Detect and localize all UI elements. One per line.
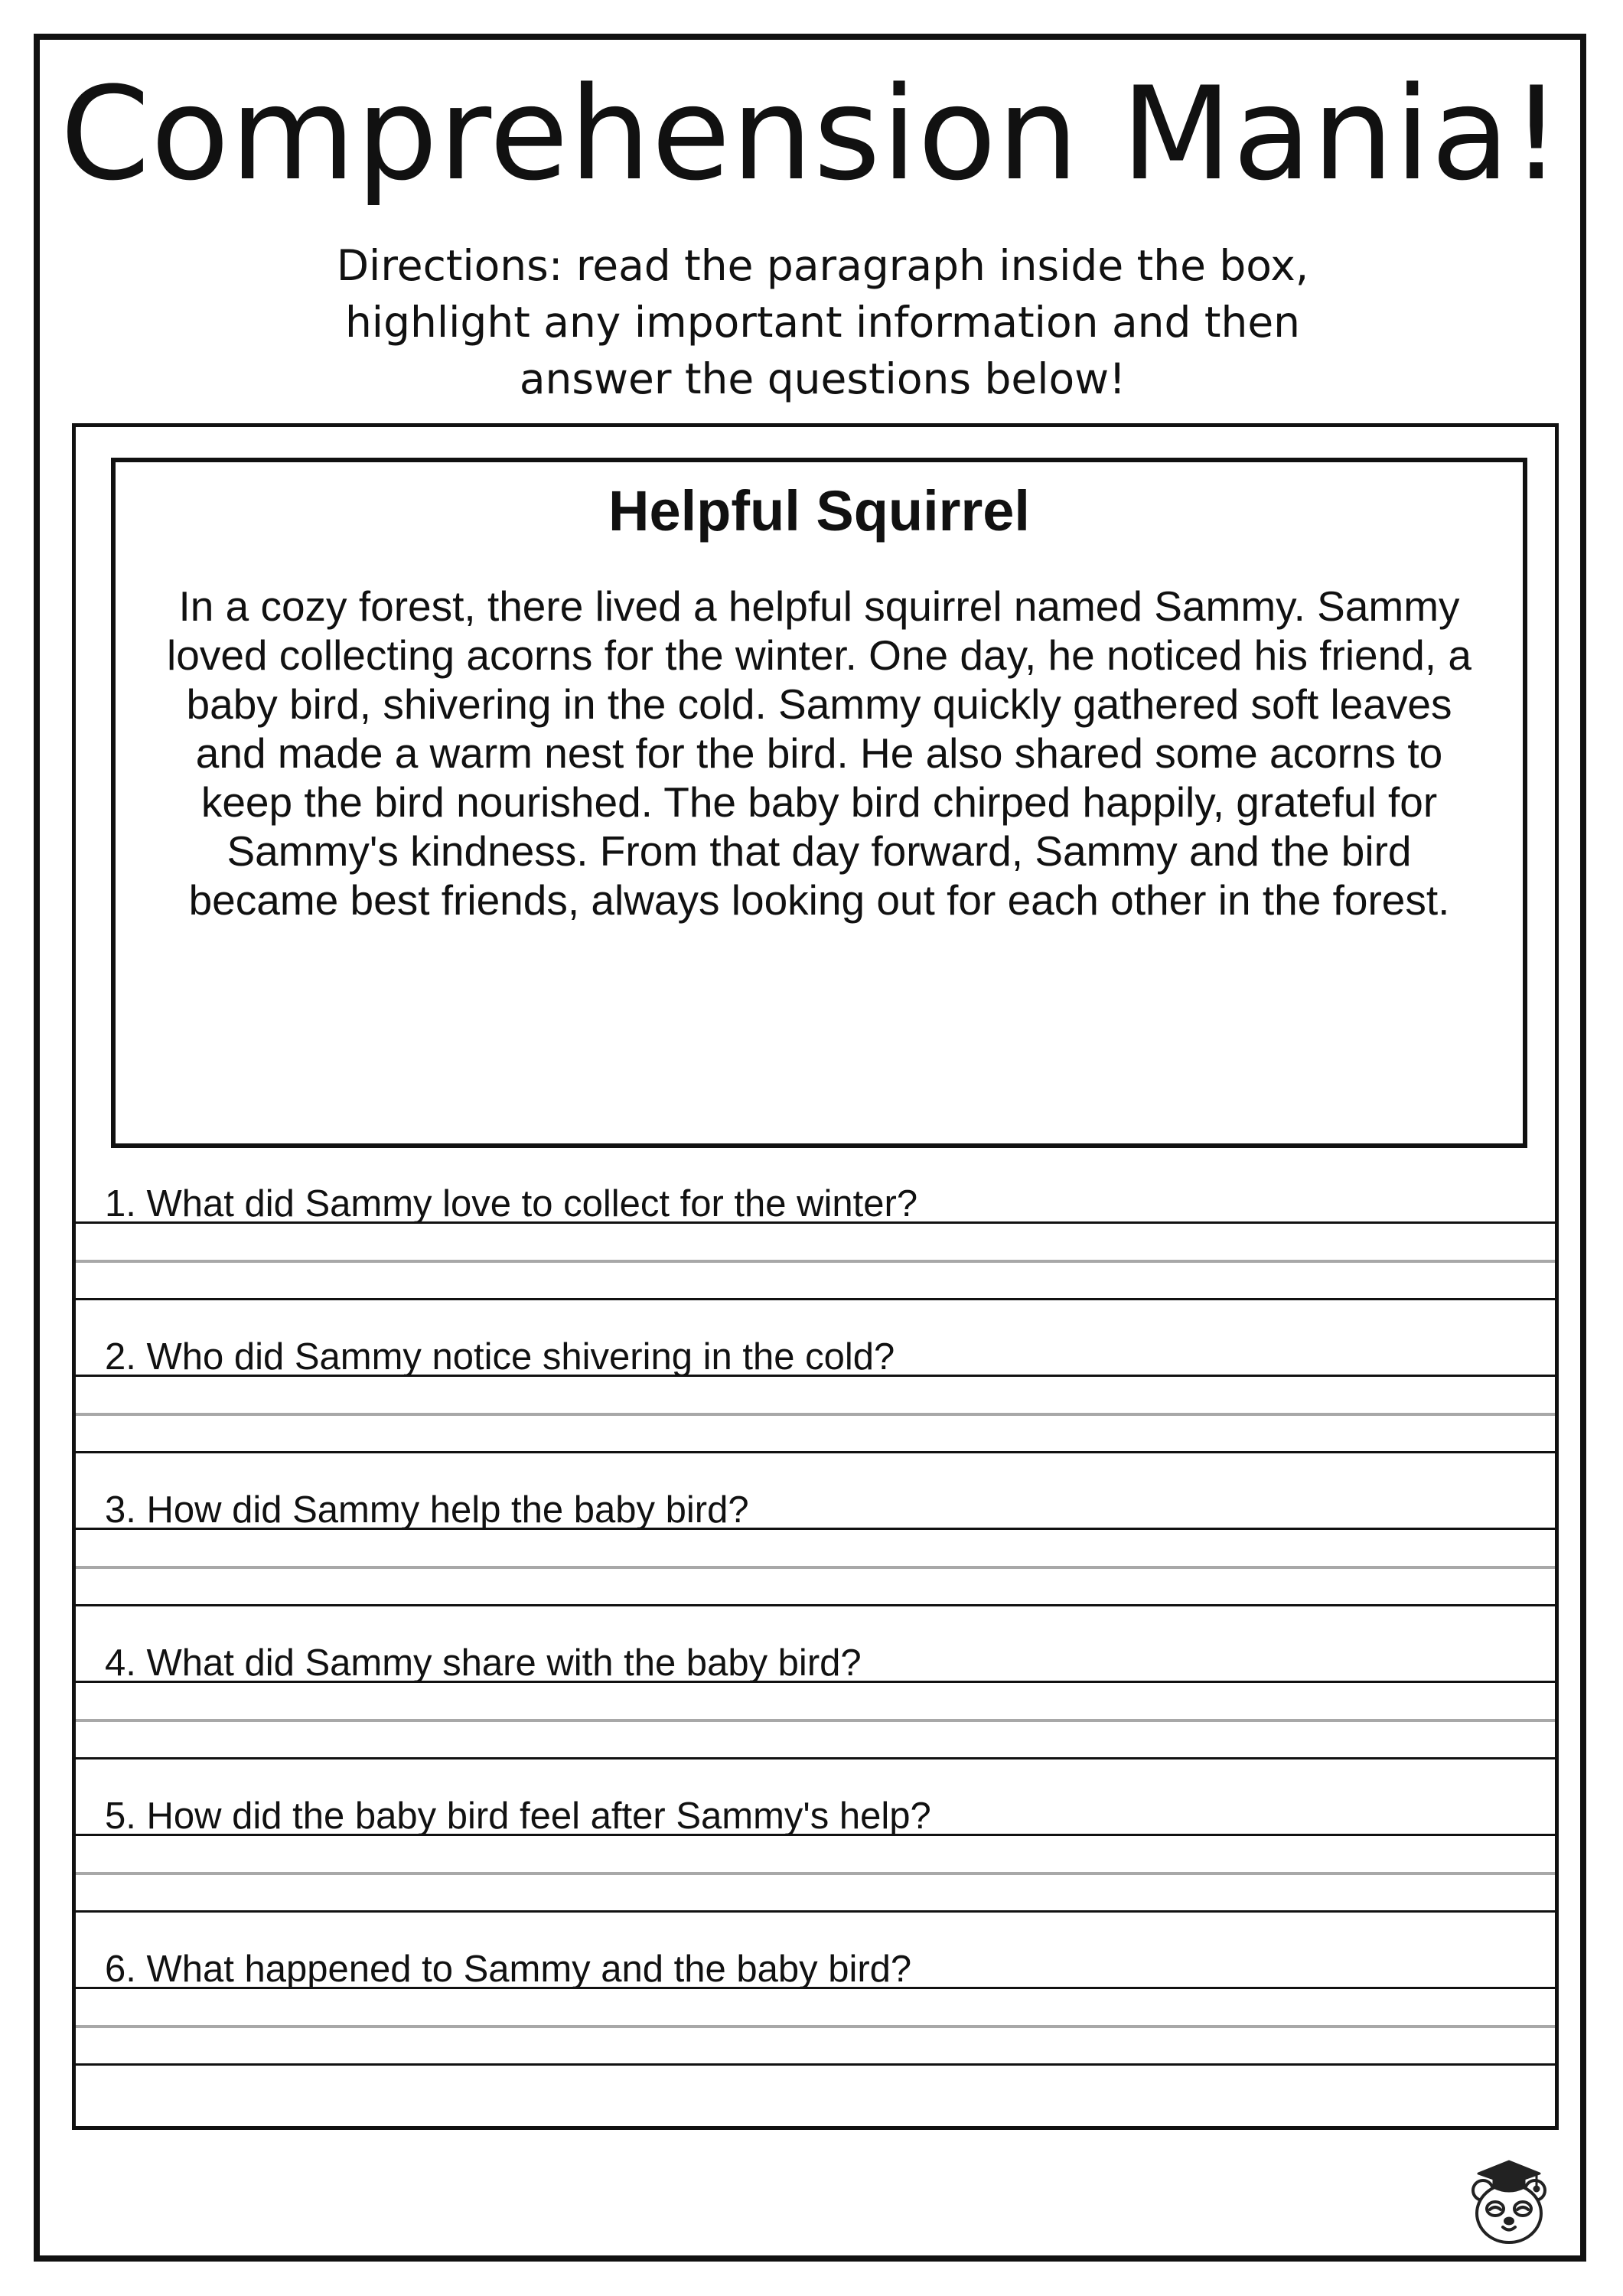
question-2: 2. Who did Sammy notice shivering in the cold? xyxy=(105,1336,895,1378)
answer-guide-line xyxy=(76,1719,1555,1722)
question-5: 5. How did the baby bird feel after Sammy's help? xyxy=(105,1795,931,1837)
answer-line[interactable] xyxy=(76,1987,1555,1989)
answer-guide-line xyxy=(76,1566,1555,1569)
question-3: 3. How did Sammy help the baby bird? xyxy=(105,1489,749,1531)
answer-line[interactable] xyxy=(76,1221,1555,1224)
question-4: 4. What did Sammy share with the baby bird? xyxy=(105,1642,862,1684)
panda-graduate-icon xyxy=(1468,2157,1550,2247)
answer-guide-line xyxy=(76,2025,1555,2028)
answer-line[interactable] xyxy=(76,1834,1555,1836)
question-6: 6. What happened to Sammy and the baby bird? xyxy=(105,1949,912,1990)
directions-text: Directions: read the paragraph inside the box, highlight any important information and then answer the questions below! xyxy=(336,241,1309,403)
story-title: Helpful Squirrel xyxy=(608,479,1030,543)
answer-line[interactable] xyxy=(76,1451,1555,1453)
story-box xyxy=(111,458,1527,1148)
answer-guide-line xyxy=(76,1413,1555,1416)
answer-guide-line xyxy=(76,1872,1555,1875)
story-paragraph: In a cozy forest, there lived a helpful squirrel named Sammy. Sammy loved collecting acorns for the winter. One day, he noticed his friend, a baby bird, shivering in the cold. Sammy quickly gathered soft leaves and made a warm nest for the bird. He also shared some acorns to keep the bird nourished. The baby bird chirped happily, grateful for Sammy's kindness. From that day forward, Sammy and the bird became best friends, always looking out for each other in the forest. xyxy=(167,582,1471,924)
answer-guide-line xyxy=(76,1260,1555,1263)
answer-line[interactable] xyxy=(76,2063,1555,2066)
worksheet-title: Comprehension Mania! xyxy=(60,59,1563,209)
answer-line[interactable] xyxy=(76,1375,1555,1377)
answer-line[interactable] xyxy=(76,1681,1555,1683)
question-1: 1. What did Sammy love to collect for the winter? xyxy=(105,1183,918,1225)
answer-line[interactable] xyxy=(76,1910,1555,1913)
answer-line[interactable] xyxy=(76,1528,1555,1530)
answer-line[interactable] xyxy=(76,1298,1555,1300)
answer-line[interactable] xyxy=(76,1604,1555,1606)
answer-line[interactable] xyxy=(76,1757,1555,1760)
